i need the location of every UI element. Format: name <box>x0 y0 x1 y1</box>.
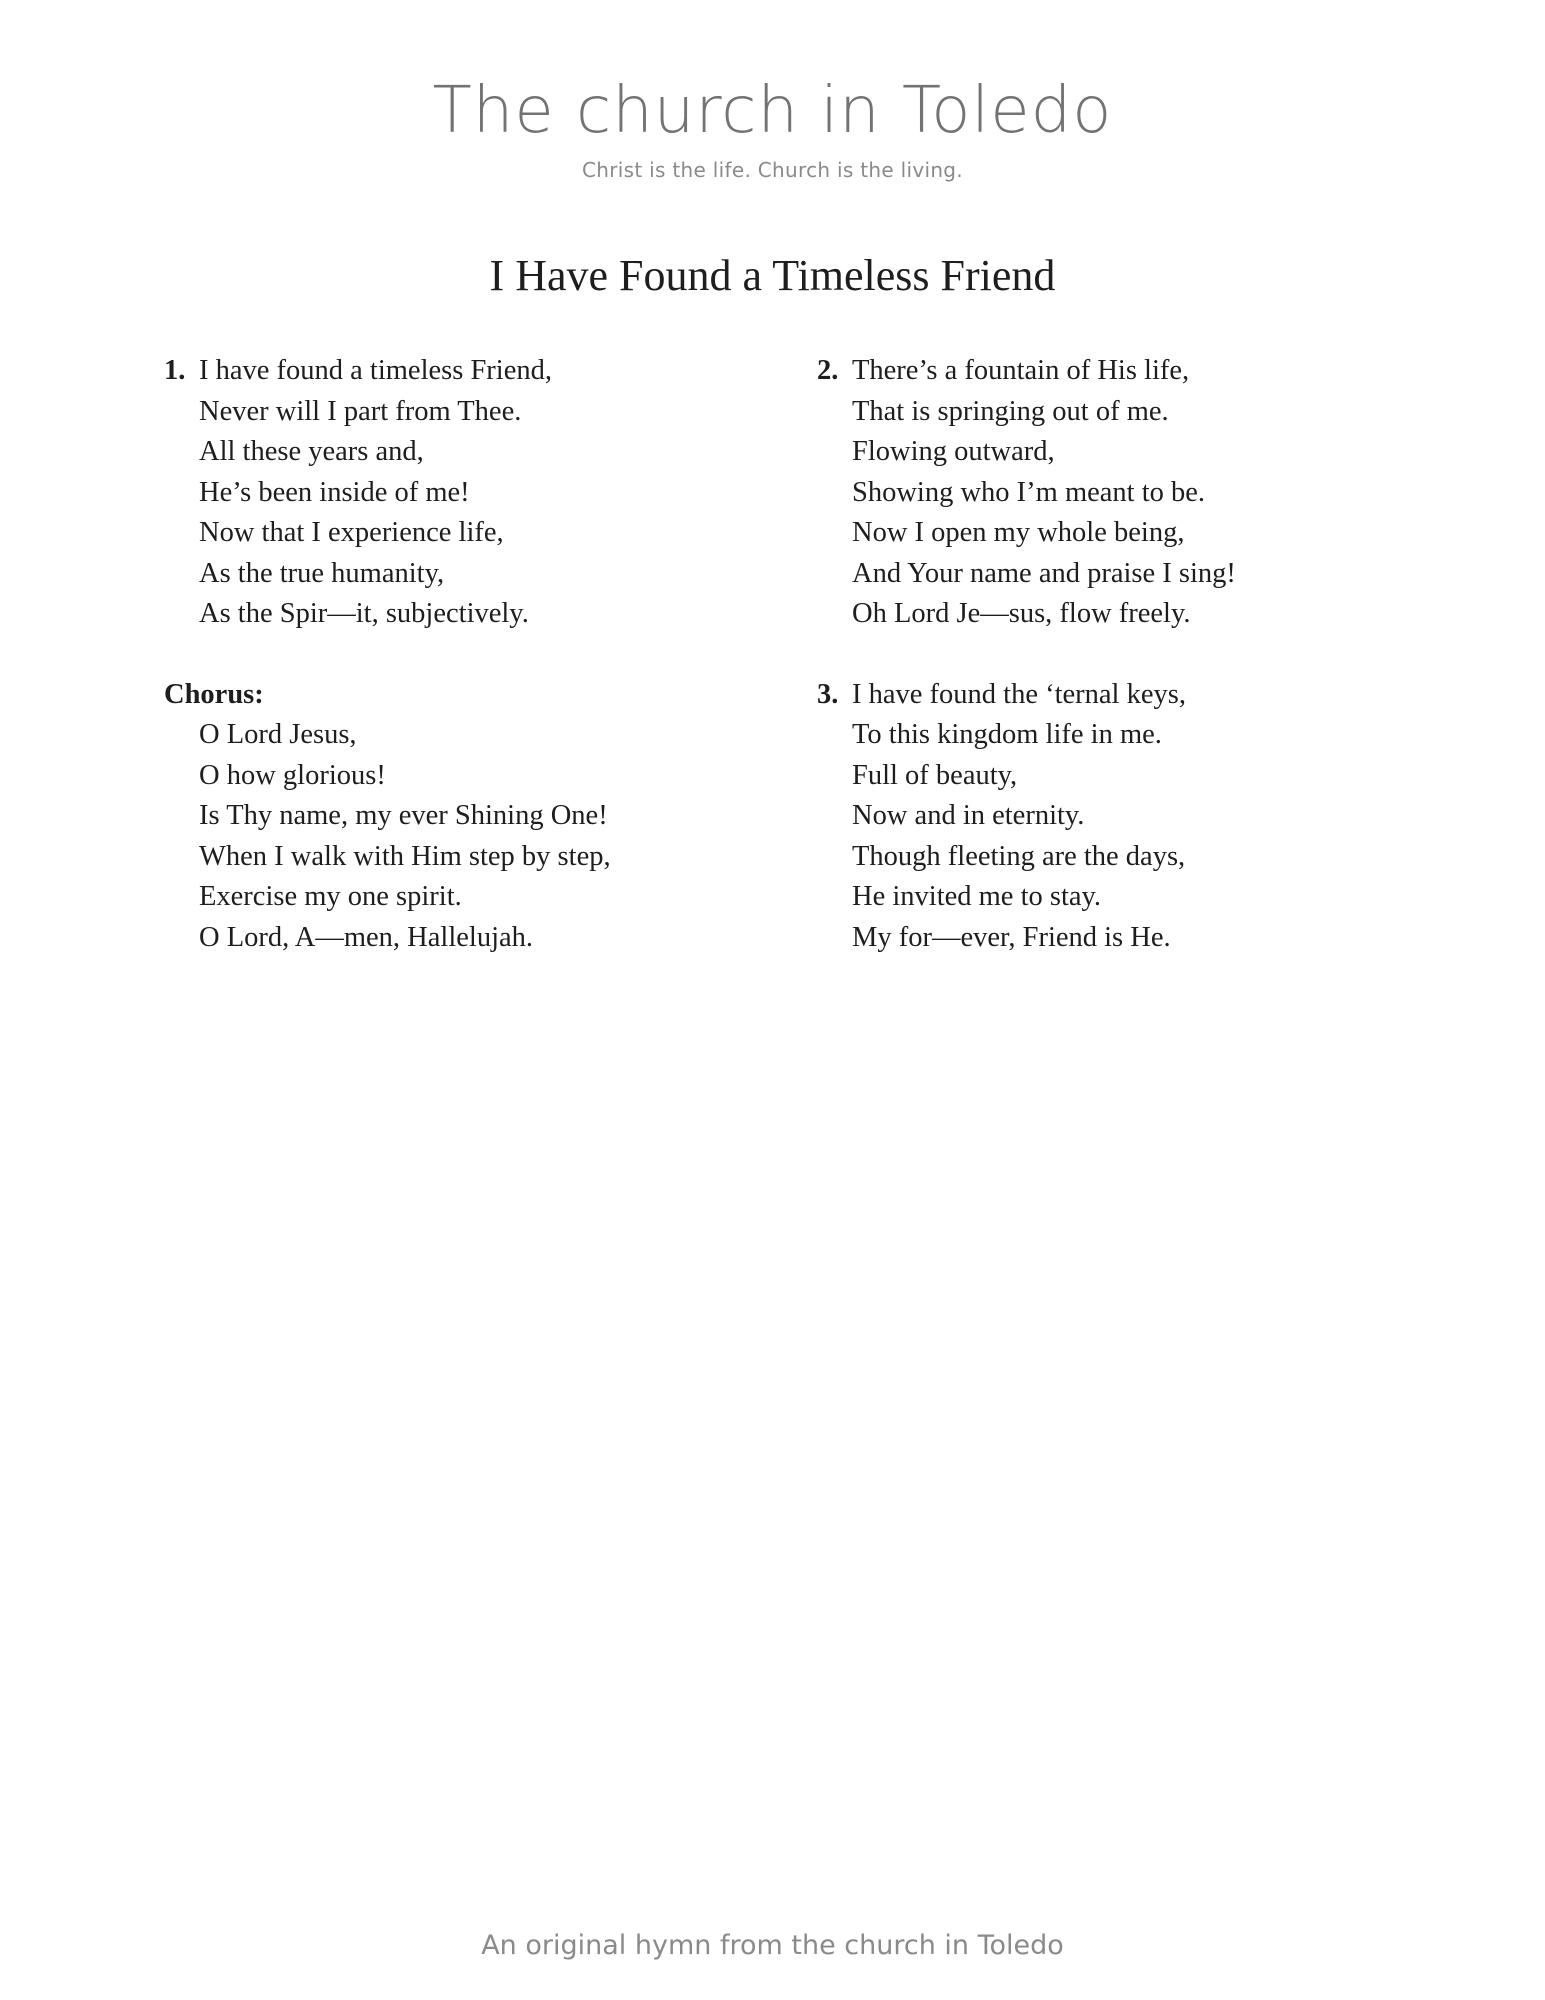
verse-line: He invited me to stay. <box>852 881 1102 912</box>
verse-line: Now I open my whole being, <box>852 517 1185 548</box>
verse-line: To this kingdom life in me. <box>852 719 1162 750</box>
page-footer: An original hymn from the church in Toledo <box>481 1930 1064 1961</box>
verse-number: 2. <box>817 355 839 386</box>
verse-line: As the true humanity, <box>199 557 445 589</box>
chorus <box>164 675 611 959</box>
chorus-line: When I walk with Him step by step, <box>199 840 611 872</box>
verse-line: Never will I part from Thee. <box>199 395 522 427</box>
verse-line: 3. I have found the ‘ternal keys, <box>817 675 1236 716</box>
verse-line: That is springing out of me. <box>852 395 1169 427</box>
verse-line: Oh Lord Je—sus, flow freely. <box>852 598 1191 629</box>
verse-line: Full of beauty, <box>852 759 1018 791</box>
hymn-title: I Have Found a Timeless Friend <box>489 251 1056 300</box>
verse-2 <box>817 351 1236 635</box>
left-column <box>164 351 611 998</box>
verse-line: And Your name and praise I sing! <box>852 557 1236 589</box>
church-tagline: Christ is the life. Church is the living. <box>582 158 963 182</box>
verse-3 <box>817 675 1236 959</box>
chorus-line: O how glorious! <box>199 759 386 791</box>
verse-line: My for—ever, Friend is He. <box>852 921 1171 953</box>
verse-1 <box>164 351 611 635</box>
church-name-title: The church in Toledo <box>432 74 1113 148</box>
chorus-line: O Lord, A—men, Hallelujah. <box>199 921 534 953</box>
verse-number: 1. <box>164 355 186 386</box>
chorus-line: Exercise my one spirit. <box>199 881 462 912</box>
verse-line: Flowing outward, <box>852 436 1055 467</box>
chorus-label: Chorus: <box>164 678 264 710</box>
verse-line: 1. I have found a timeless Friend, <box>164 351 611 392</box>
verse-line: All these years and, <box>199 436 424 467</box>
verse-line: As the Spir—it, subjectively. <box>199 598 529 629</box>
verse-line: Now and in eternity. <box>852 800 1085 831</box>
verse-line: 2. There’s a fountain of His life, <box>817 351 1236 392</box>
right-column <box>817 351 1236 998</box>
chorus-line: O Lord Jesus, <box>199 719 357 750</box>
page-header <box>0 68 1545 182</box>
verse-line: Now that I experience life, <box>199 517 504 548</box>
verse-line: Showing who I’m meant to be. <box>852 476 1206 508</box>
chorus-line: Is Thy name, my ever Shining One! <box>199 800 608 831</box>
verse-line: Though fleeting are the days, <box>852 840 1186 872</box>
verse-number: 3. <box>817 678 839 710</box>
verse-line: He’s been inside of me! <box>199 476 470 508</box>
